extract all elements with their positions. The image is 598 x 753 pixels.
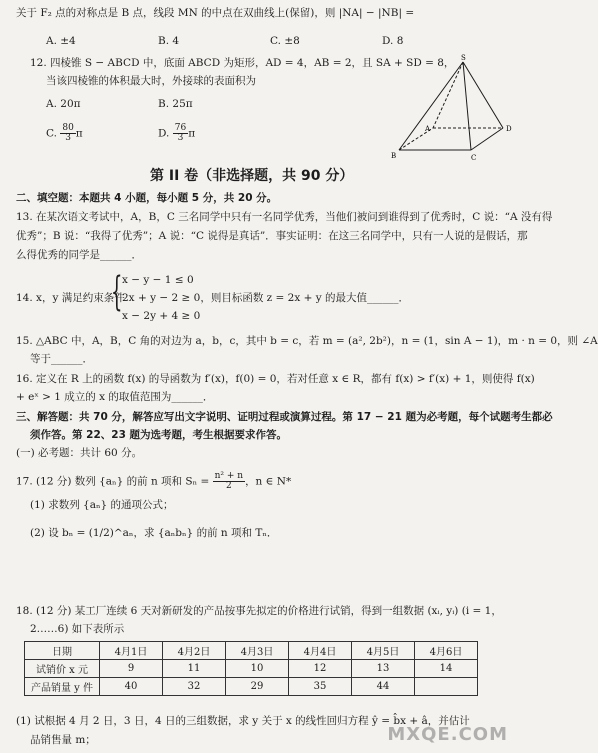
q11-option-c: C. ±8 <box>270 35 300 47</box>
pyramid-figure <box>385 54 520 166</box>
table-header-cell: 4月5日 <box>352 642 415 660</box>
vertex-label-c: C <box>471 154 477 162</box>
table-cell: 35 <box>289 678 352 696</box>
q17-part-1: (1) 求数列 {aₙ} 的通项公式； <box>30 499 174 511</box>
q16-line-2: + eˣ > 1 成立的 x 的取值范围为______． <box>16 391 214 403</box>
q12-stem-line-2: 当该四棱锥的体积最大时，外接球的表面积为 <box>46 75 256 87</box>
vertex-label-d: D <box>506 125 512 133</box>
q18-part-1-line-2: 品销售量 m； <box>30 734 96 746</box>
q15-line-2: 等于______． <box>30 353 93 365</box>
watermark <box>387 707 520 747</box>
q18-line-1: 18. (12 分) 某工厂连续 6 天对新研发的产品按事先拟定的价格进行试销，得到一组数据 (xᵢ, yᵢ) (i = 1， <box>16 605 502 617</box>
q13-line-1: 13. 在某次语文考试中，A，B，C 三名同学中只有一名同学优秀，当他们被问到谁得到了优秀时，C 说：“A 没有得 <box>16 211 553 223</box>
table-header-cell: 4月6日 <box>415 642 478 660</box>
watermark-text: MXQE.COM <box>387 724 508 745</box>
table-cell: 13 <box>352 660 415 678</box>
table-cell: 产品销量 y 件 <box>25 678 100 696</box>
table-row <box>25 660 478 678</box>
q13-line-3: 么得优秀的同学是______． <box>16 249 142 261</box>
q12-option-d: D. $\frac{76}{3}$ π <box>158 123 196 143</box>
vertex-label-b: B <box>391 152 397 160</box>
table-cell: 14 <box>415 660 478 678</box>
q16-line-1: 16. 定义在 R 上的函数 f(x) 的导函数为 f′(x)，f(0) = 0，若对任意 x ∈ R，都有 f(x) > f′(x) + 1，则使得 f(x) <box>16 373 535 385</box>
table-cell: 44 <box>352 678 415 696</box>
section-title: 第 II 卷（非选择题，共 90 分） <box>150 168 354 184</box>
fraction: $\frac{76}{3}$ <box>174 123 187 143</box>
q15-line-1: 15. △ABC 中，A，B，C 角的对边为 a，b，c，其中 b = c，若 m = (a², 2b²)，n = (1，sin A − 1)，m · n = 0，则 ∠A <box>16 335 598 347</box>
q12-option-b: B. 25π <box>158 98 193 110</box>
q13-line-2: 优秀”；B 说：“我得了优秀”；A 说：“C 说得是真话”．事实证明：在这三名同学中，只有一人说的是假话，那 <box>16 230 528 242</box>
q11-stem-line: 关于 F₂ 点的对称点是 B 点，线段 MN 的中点在双曲线上(保留)，则 |NA| − |NB| = <box>16 7 415 19</box>
required-heading: (一) 必考题：共计 60 分。 <box>16 447 143 459</box>
table-cell: 11 <box>163 660 226 678</box>
table-row <box>25 678 478 696</box>
q11-option-d: D. 8 <box>382 35 404 47</box>
table-cell <box>415 678 478 696</box>
table-cell: 32 <box>163 678 226 696</box>
data-table <box>24 641 478 696</box>
table-cell: 试销价 x 元 <box>25 660 100 678</box>
table-cell: 10 <box>226 660 289 678</box>
q12-option-a: A. 20π <box>46 98 81 110</box>
q17-part-2: (2) 设 bₙ = (1/2)^aₙ，求 {aₙbₙ} 的前 n 项和 Tₙ． <box>30 527 278 539</box>
table-header-row <box>25 642 478 660</box>
q17-stem: 17. (12 分) 数列 {aₙ} 的前 n 项和 Sₙ = $\frac{\text{n² + n}}{2}$ ，n ∈ N* <box>16 471 292 491</box>
q14-constraint-2: 2x + y − 2 ≥ 0，则目标函数 z = 2x + y 的最大值______． <box>122 292 410 304</box>
fill-in-heading: 二、填空题：本题共 4 小题，每小题 5 分，共 20 分。 <box>16 192 278 204</box>
q14-prefix: 14. x，y 满足约束条件 <box>16 292 125 304</box>
fraction: $\frac{80}{3}$ <box>62 123 74 143</box>
q14-constraint-3: x − 2y + 4 ≥ 0 <box>122 310 201 322</box>
table-cell: 9 <box>100 660 163 678</box>
system-brace: { <box>111 269 123 315</box>
q11-option-b: B. 4 <box>158 35 180 47</box>
answer-section-heading-2: 须作答。第 22、23 题为选考题，考生根据要求作答。 <box>30 429 288 441</box>
table-header-cell: 4月2日 <box>163 642 226 660</box>
table-header-cell: 日期 <box>25 642 100 660</box>
fraction: $\frac{\text{n² + n}}{2}$ <box>214 471 244 491</box>
q12-option-c: C. $\frac{80}{3}$ π <box>46 123 83 143</box>
table-cell: 40 <box>100 678 163 696</box>
q18-part-1-line-1: (1) 试根据 4 月 2 日，3 日，4 日的三组数据，求 y 关于 x 的线性回归方程 ŷ = b̂x + â，并估计 <box>16 715 470 727</box>
q14-constraint-1: x − y − 1 ≤ 0 <box>122 274 194 286</box>
q12-stem-line-1: 12. 四棱锥 S − ABCD 中，底面 ABCD 为矩形，AD = 4，AB = 2，且 SA + SD = 8， <box>30 57 455 69</box>
answer-section-heading-1: 三、解答题：共 70 分，解答应写出文字说明、证明过程或演算过程。第 17 − 21 题为必考题，每个试题考生都必 <box>16 411 553 423</box>
q18-line-2: 2……6) 如下表所示 <box>30 623 125 635</box>
table-header-cell: 4月4日 <box>289 642 352 660</box>
table-cell: 29 <box>226 678 289 696</box>
vertex-label-a: A <box>425 125 431 133</box>
table-header-cell: 4月3日 <box>226 642 289 660</box>
table-cell: 12 <box>289 660 352 678</box>
vertex-label-s: S <box>461 54 466 62</box>
q11-option-a: A. ±4 <box>46 35 76 47</box>
table-header-cell: 4月1日 <box>100 642 163 660</box>
